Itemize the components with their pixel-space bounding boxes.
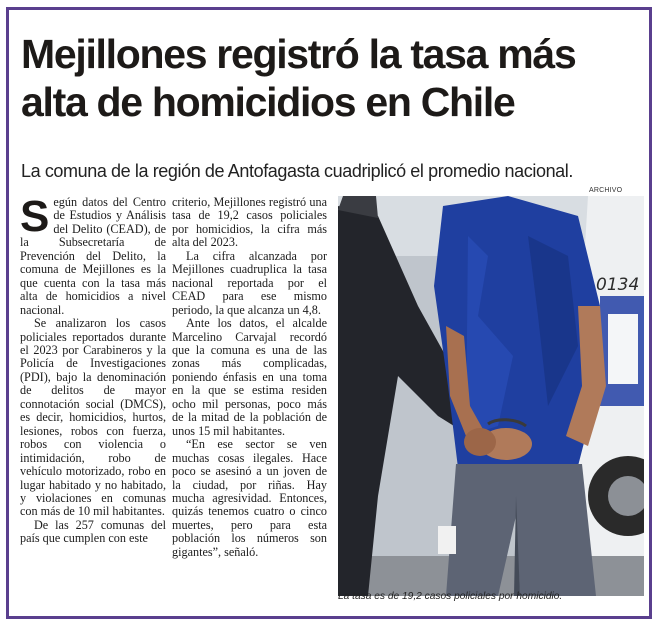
- paragraph-text: egún datos del Centro de Estudios y Análisis del Delito (CEAD), de la Subsecretaría de Prevención del Delito, la comuna de Mejillones es la que cuenta con la tasa más alta de homicidios a nivel nacional.: [20, 195, 166, 317]
- paragraph: [20, 192, 166, 317]
- article-column-1: [20, 192, 166, 546]
- photo-credit: ARCHIVO: [589, 187, 623, 194]
- photo-caption: La tasa es de 19,2 casos policiales por homicidio.: [338, 591, 563, 602]
- photo-illustration: [338, 196, 644, 596]
- paragraph: De las 257 comunas del país que cumplen con este: [20, 517, 166, 546]
- article-frame: [6, 7, 652, 619]
- paragraph: La cifra alcanzada por Mejillones cuadruplica la tasa nacional reportada por el CEAD para ese mismo periodo, la que alcanza un 4,8.: [172, 248, 327, 317]
- paragraph: Ante los datos, el alcalde Marcelino Carvajal recordó que la comuna es una de las zonas más complicadas, poniendo énfasis en una toma en la que se estima residen ocho mil personas, poco más de la mitad de la población de unos 15 mil habitantes.: [172, 316, 327, 438]
- paragraph: Se analizaron los casos policiales reportados durante el 2023 por Carabineros y la Policía de Investigaciones (PDI), bajo la denominación de delitos de mayor connotación social (DMCS), es decir, homicidios, hurtos, lesiones, robos con fuerza, robos con violencia o intimidación, robo de vehículo motorizado, robo en lugar habitado y no habitado, y violaciones en comunas con más de 10 mil habitantes.: [20, 316, 166, 519]
- paragraph: criterio, Mejillones registró una tasa de 19,2 casos policiales por homicidios, la cifra más alta del 2023.: [172, 195, 327, 250]
- article-column-2: [172, 196, 327, 559]
- news-photo: [338, 196, 644, 596]
- headline: Mejillones registró la tasa más alta de homicidios en Chile: [21, 31, 576, 125]
- subheadline: La comuna de la región de Antofagasta cuadriplicó el promedio nacional.: [21, 161, 573, 181]
- vehicle-number: 0134: [596, 275, 640, 295]
- drop-cap: S: [20, 192, 50, 241]
- paragraph: “En ese sector se ven muchas cosas ilegales. Hace poco se asesinó a un joven de la ciudad, por riñas. Hay mucha agresividad. Entonces, quizás tenemos cuatro o cinco muertes, pero para esta población los números son gigantes”, señaló.: [172, 437, 327, 559]
